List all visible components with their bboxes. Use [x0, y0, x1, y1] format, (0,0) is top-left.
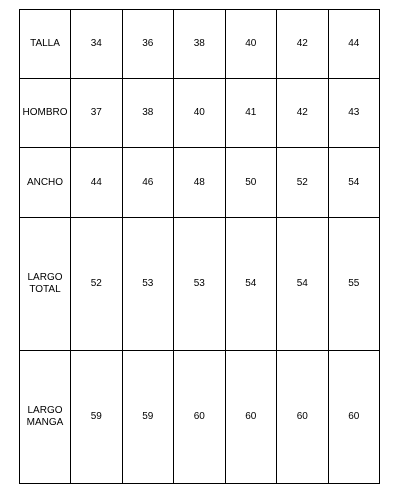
- table-cell: 59: [122, 350, 174, 483]
- table-cell: 60: [277, 350, 329, 483]
- table-cell: 59: [71, 350, 123, 483]
- row-label: LARGO MANGA: [20, 350, 71, 483]
- table-row-hombro: [20, 79, 380, 148]
- table-cell: 53: [174, 217, 226, 350]
- table-cell: 50: [225, 148, 277, 217]
- table-cell: 37: [71, 79, 123, 148]
- row-label: ANCHO: [20, 148, 71, 217]
- table-cell: 55: [328, 217, 380, 350]
- table-cell: 40: [174, 79, 226, 148]
- table-cell: 52: [277, 148, 329, 217]
- table-cell: 44: [328, 10, 380, 79]
- table-cell: 53: [122, 217, 174, 350]
- table-row-largo-total: [20, 217, 380, 350]
- table-cell: 54: [277, 217, 329, 350]
- row-label: HOMBRO: [20, 79, 71, 148]
- row-label: LARGO TOTAL: [20, 217, 71, 350]
- table-cell: 54: [328, 148, 380, 217]
- table-cell: 38: [174, 10, 226, 79]
- table-cell: 60: [225, 350, 277, 483]
- row-label: TALLA: [20, 10, 71, 79]
- table-cell: 46: [122, 148, 174, 217]
- table-cell: 38: [122, 79, 174, 148]
- table-cell: 54: [225, 217, 277, 350]
- size-chart-table: [19, 9, 380, 484]
- table-cell: 60: [328, 350, 380, 483]
- table-cell: 42: [277, 10, 329, 79]
- table-cell: 40: [225, 10, 277, 79]
- table-cell: 48: [174, 148, 226, 217]
- table-cell: 43: [328, 79, 380, 148]
- table-row-ancho: [20, 148, 380, 217]
- table-cell: 34: [71, 10, 123, 79]
- table-cell: 44: [71, 148, 123, 217]
- table-row-largo-manga: [20, 350, 380, 483]
- table-cell: 41: [225, 79, 277, 148]
- table-cell: 52: [71, 217, 123, 350]
- table-cell: 42: [277, 79, 329, 148]
- table-cell: 60: [174, 350, 226, 483]
- table-cell: 36: [122, 10, 174, 79]
- table-row-talla: [20, 10, 380, 79]
